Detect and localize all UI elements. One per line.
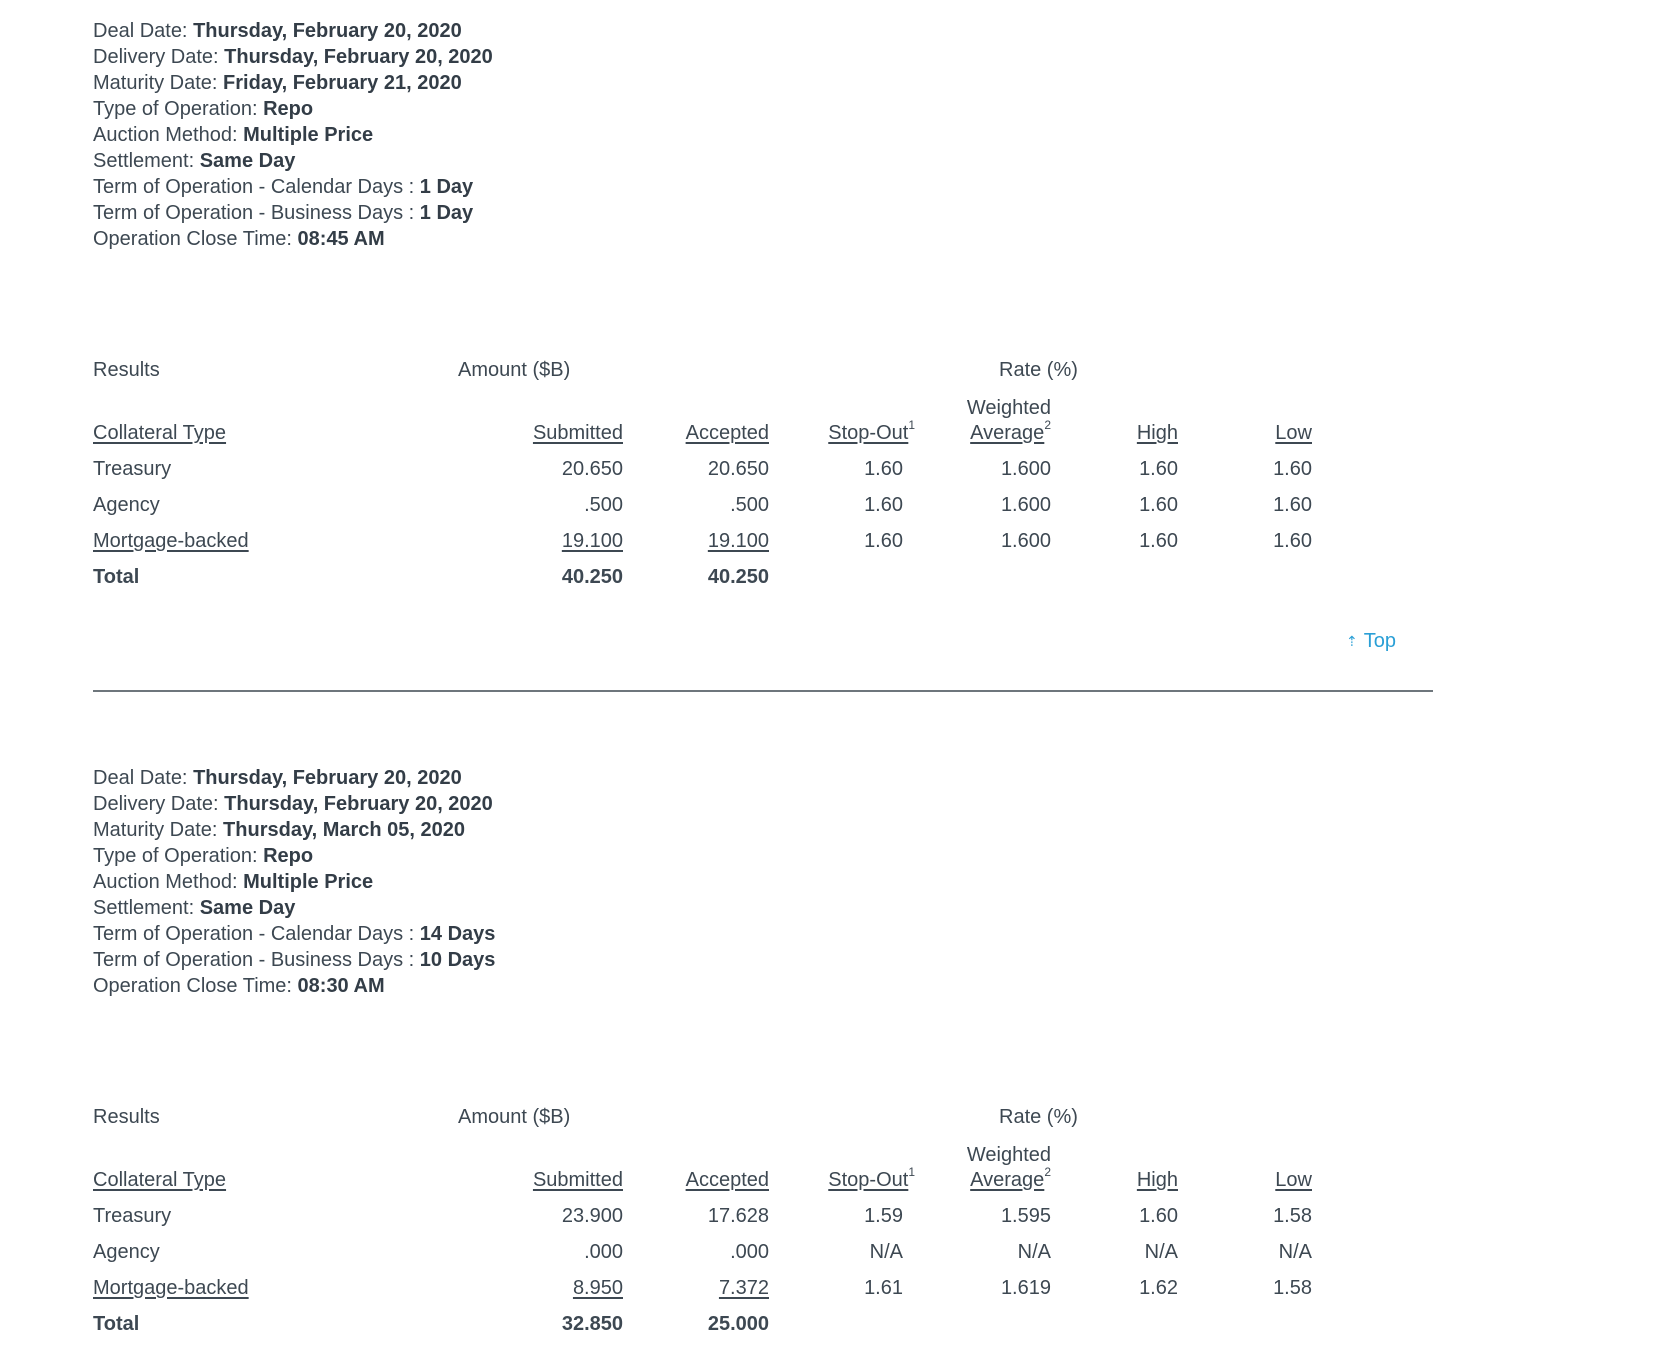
- stopout-label: Stop-Out: [828, 422, 909, 444]
- cell-stopout: 1.60: [864, 494, 903, 516]
- footnote-2: 2: [1044, 1165, 1051, 1180]
- arrow-up-icon: ⇡: [1346, 633, 1358, 649]
- auction-method: [93, 122, 1433, 148]
- detail-label: Term of Operation - Calendar Days :: [93, 923, 420, 945]
- total-accepted: 40.250: [707, 566, 769, 588]
- cell-submitted: .500: [584, 494, 623, 516]
- col-submitted-header: Submitted: [532, 422, 623, 444]
- amount-heading: Amount ($B): [458, 359, 571, 381]
- operation-details: [93, 765, 1433, 999]
- detail-label: Term of Operation - Business Days :: [93, 202, 420, 224]
- settlement: [93, 895, 1433, 921]
- cell-accepted: 19.100: [707, 530, 769, 552]
- detail-value: Thursday, February 20, 2020: [193, 20, 462, 42]
- weighted-header-top: Weighted: [966, 1144, 1051, 1166]
- footnote-1: 1: [908, 1165, 915, 1180]
- results-heading: Results: [93, 359, 160, 381]
- deal-date: [93, 765, 1433, 791]
- detail-value: 1 Day: [419, 202, 474, 224]
- detail-value: Thursday, February 20, 2020: [224, 46, 493, 68]
- cell-stopout: 1.60: [864, 530, 903, 552]
- detail-value: Thursday, February 20, 2020: [193, 767, 462, 789]
- col-submitted-header: Submitted: [532, 1169, 623, 1191]
- detail-value: 10 Days: [419, 949, 496, 971]
- detail-value: Multiple Price: [243, 124, 374, 146]
- detail-value: Multiple Price: [243, 871, 374, 893]
- total-submitted: 40.250: [561, 566, 623, 588]
- total-label: Total: [93, 1313, 140, 1335]
- detail-value: 1 Day: [419, 176, 474, 198]
- weighted-header-top: Weighted: [966, 397, 1051, 419]
- cell-low: 1.60: [1273, 458, 1312, 480]
- detail-value: Thursday, March 05, 2020: [223, 819, 466, 841]
- rate-heading: Rate (%): [999, 359, 1078, 381]
- cell-accepted: .000: [730, 1241, 769, 1263]
- wavg-label: Average: [970, 1169, 1045, 1191]
- section-divider: [93, 690, 1433, 692]
- cell-submitted: 19.100: [561, 530, 623, 552]
- cell-wavg: 1.600: [1000, 494, 1051, 516]
- detail-value: Repo: [263, 845, 314, 867]
- maturity-date: [93, 70, 1433, 96]
- detail-label: Operation Close Time:: [93, 228, 298, 250]
- cell-stopout: 1.61: [864, 1277, 903, 1299]
- row-type: Treasury: [93, 1205, 172, 1227]
- cell-accepted: 20.650: [707, 458, 769, 480]
- detail-value: 08:30 AM: [297, 975, 385, 997]
- footnote-2: 2: [1044, 418, 1051, 433]
- back-to-top-link[interactable]: [1346, 630, 1396, 653]
- cell-wavg: N/A: [1017, 1241, 1051, 1263]
- cell-accepted: 7.372: [718, 1277, 769, 1299]
- col-low-header: Low: [1275, 422, 1312, 444]
- row-type: Agency: [93, 1241, 160, 1263]
- total-accepted: 25.000: [707, 1313, 769, 1335]
- cell-accepted: .500: [730, 494, 769, 516]
- close-time: [93, 226, 1433, 252]
- settlement: [93, 148, 1433, 174]
- operation-type: [93, 96, 1433, 122]
- cell-high: 1.60: [1139, 1205, 1178, 1227]
- term-business-days: [93, 947, 1433, 973]
- cell-accepted: 17.628: [707, 1205, 769, 1227]
- cell-low: 1.58: [1273, 1277, 1312, 1299]
- row-type: Treasury: [93, 458, 172, 480]
- footnote-1: 1: [908, 418, 915, 433]
- cell-high: 1.60: [1139, 530, 1178, 552]
- operation-2: [93, 765, 1433, 1355]
- detail-label: Type of Operation:: [93, 845, 264, 867]
- cell-stopout: N/A: [869, 1241, 903, 1263]
- detail-label: Auction Method:: [93, 124, 244, 146]
- detail-label: Maturity Date:: [93, 72, 224, 94]
- detail-value: 14 Days: [419, 923, 496, 945]
- detail-label: Term of Operation - Calendar Days :: [93, 176, 420, 198]
- detail-value: Same Day: [199, 897, 296, 919]
- cell-low: N/A: [1278, 1241, 1312, 1263]
- detail-label: Settlement:: [93, 897, 200, 919]
- cell-stopout: 1.59: [864, 1205, 903, 1227]
- row-type: Agency: [93, 494, 160, 516]
- detail-label: Maturity Date:: [93, 819, 224, 841]
- col-low-header: Low: [1275, 1169, 1312, 1191]
- cell-stopout: 1.60: [864, 458, 903, 480]
- detail-label: Settlement:: [93, 150, 200, 172]
- total-label: Total: [93, 566, 140, 588]
- detail-label: Operation Close Time:: [93, 975, 298, 997]
- detail-value: Friday, February 21, 2020: [223, 72, 462, 94]
- cell-wavg: 1.619: [1000, 1277, 1051, 1299]
- cell-submitted: 20.650: [561, 458, 623, 480]
- top-link-label: Top: [1363, 630, 1396, 652]
- col-high-header: High: [1136, 1169, 1178, 1191]
- col-accepted-header: Accepted: [685, 1169, 769, 1191]
- detail-label: Deal Date:: [93, 20, 194, 42]
- maturity-date: [93, 817, 1433, 843]
- auction-method: [93, 869, 1433, 895]
- row-type: Mortgage-backed: [93, 530, 249, 552]
- cell-high: N/A: [1144, 1241, 1178, 1263]
- operation-details: [93, 18, 1433, 252]
- cell-submitted: 23.900: [561, 1205, 623, 1227]
- cell-wavg: 1.600: [1000, 458, 1051, 480]
- cell-submitted: 8.950: [572, 1277, 623, 1299]
- wavg-label: Average: [970, 422, 1045, 444]
- cell-low: 1.58: [1273, 1205, 1312, 1227]
- col-accepted-header: Accepted: [685, 422, 769, 444]
- results-table: [93, 1105, 1433, 1355]
- stopout-label: Stop-Out: [828, 1169, 909, 1191]
- rate-heading: Rate (%): [999, 1106, 1078, 1128]
- detail-value: Repo: [263, 98, 314, 120]
- delivery-date: [93, 44, 1433, 70]
- results-table: [93, 358, 1433, 608]
- detail-label: Term of Operation - Business Days :: [93, 949, 420, 971]
- detail-label: Type of Operation:: [93, 98, 264, 120]
- operation-type: [93, 843, 1433, 869]
- term-calendar-days: [93, 174, 1433, 200]
- col-collateral-header: Collateral Type: [93, 422, 227, 444]
- col-high-header: High: [1136, 422, 1178, 444]
- detail-label: Auction Method:: [93, 871, 244, 893]
- col-collateral-header: Collateral Type: [93, 1169, 227, 1191]
- detail-value: Same Day: [199, 150, 296, 172]
- cell-high: 1.60: [1139, 494, 1178, 516]
- cell-wavg: 1.595: [1000, 1205, 1051, 1227]
- cell-wavg: 1.600: [1000, 530, 1051, 552]
- cell-low: 1.60: [1273, 494, 1312, 516]
- cell-submitted: .000: [584, 1241, 623, 1263]
- term-business-days: [93, 200, 1433, 226]
- term-calendar-days: [93, 921, 1433, 947]
- detail-label: Deal Date:: [93, 767, 194, 789]
- total-submitted: 32.850: [561, 1313, 623, 1335]
- detail-value: Thursday, February 20, 2020: [224, 793, 493, 815]
- detail-label: Delivery Date:: [93, 793, 225, 815]
- operation-1: [93, 18, 1433, 608]
- cell-low: 1.60: [1273, 530, 1312, 552]
- delivery-date: [93, 791, 1433, 817]
- row-type: Mortgage-backed: [93, 1277, 249, 1299]
- amount-heading: Amount ($B): [458, 1106, 571, 1128]
- cell-high: 1.62: [1139, 1277, 1178, 1299]
- deal-date: [93, 18, 1433, 44]
- close-time: [93, 973, 1433, 999]
- cell-high: 1.60: [1139, 458, 1178, 480]
- detail-label: Delivery Date:: [93, 46, 225, 68]
- results-heading: Results: [93, 1106, 160, 1128]
- detail-value: 08:45 AM: [297, 228, 385, 250]
